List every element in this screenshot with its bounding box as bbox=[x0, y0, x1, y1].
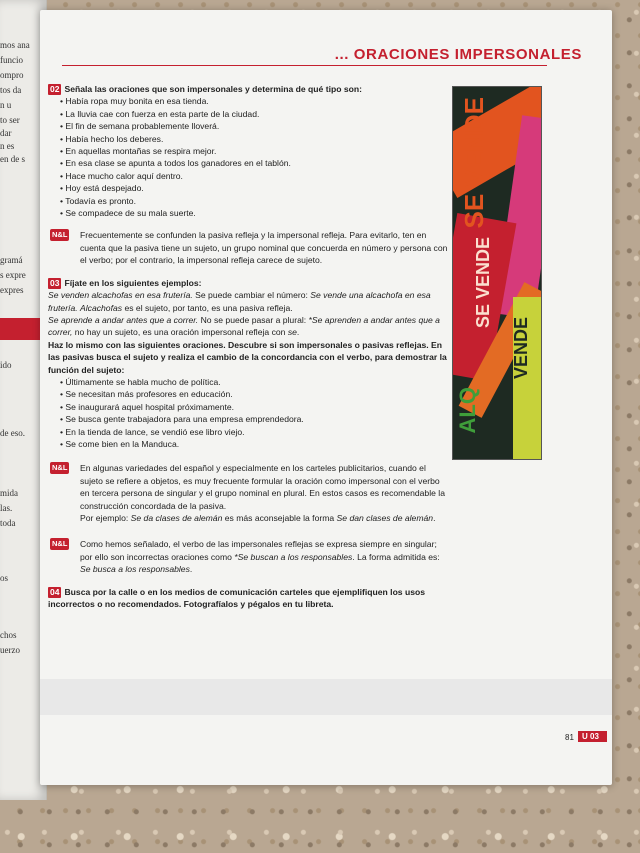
page-header-title: ... ORACIONES IMPERSONALES bbox=[334, 46, 582, 63]
left-fragment: dar bbox=[0, 128, 12, 138]
exercise-02-list bbox=[60, 95, 448, 219]
left-fragment: toda bbox=[0, 518, 16, 528]
example-sentence: Se aprende a andar antes que a correr. bbox=[48, 314, 199, 325]
header-rule bbox=[62, 65, 547, 66]
example-text: Se puede cambiar el número: bbox=[192, 290, 311, 301]
example-1 bbox=[48, 289, 448, 314]
list-item: • La lluvia cae con fuerza en esta parte de la ciudad. bbox=[60, 108, 448, 120]
example-text: . bbox=[296, 327, 300, 338]
note-badge: N&L bbox=[52, 539, 68, 549]
exercise-03 bbox=[48, 277, 448, 451]
show-through-band bbox=[40, 679, 612, 715]
list-item: • Se necesitan más profesores en educación. bbox=[60, 388, 448, 400]
note-example: Se busca a los responsables bbox=[80, 564, 190, 575]
left-fragment: mos ana bbox=[0, 40, 30, 50]
photo-text: ALQ bbox=[455, 387, 480, 434]
photo-text: SE VENDE bbox=[473, 237, 493, 329]
left-fragment: gramá bbox=[0, 255, 23, 265]
note-text: es más aconsejable la forma bbox=[222, 513, 337, 523]
example-word: Alcachofas bbox=[80, 302, 123, 313]
example-sentence: *Se aprenden a andar antes que a correr, bbox=[48, 314, 440, 338]
note-text: En algunas variedades del español y especialmente en los carteles publicitarios, cuando el sujeto se refiere a objetos, es muy frecuente formular la oración como impersonal con el verbo en tercera persona de singular y el grupo nominal en plural. En estos casos es recomendable la construcción concordada de la pasiva. bbox=[80, 463, 445, 511]
exercise-title: Busca por la calle o en los medios de comunicación carteles que ejemplifiquen los usos incorrectos o no recomendados. Fotografíalos y pégalos en tu libreta. bbox=[48, 586, 426, 610]
example-text: No se puede pasar a plural: bbox=[198, 314, 309, 325]
list-item: • Se busca gente trabajadora para una empresa emprendedora. bbox=[60, 413, 448, 425]
list-item: • Había ropa muy bonita en esa tienda. bbox=[60, 95, 448, 107]
note-example: Se da clases de alemán bbox=[130, 513, 223, 523]
note-example: Se dan clases de alemán bbox=[336, 513, 434, 523]
book-page bbox=[40, 10, 612, 785]
left-fragment: mida bbox=[0, 488, 18, 498]
note-example: *Se buscan a los responsables bbox=[234, 551, 353, 562]
list-item: • En esa clase se apunta a todos los ganadores en el tablón. bbox=[60, 157, 448, 169]
list-item: • Hoy está despejado. bbox=[60, 182, 448, 194]
note-badge: N&L bbox=[52, 463, 68, 473]
list-item: • Se inaugurará aquel hospital próximamente. bbox=[60, 401, 448, 413]
example-word: se bbox=[287, 327, 297, 338]
exercise-title: Fíjate en los siguientes ejemplos: bbox=[64, 277, 202, 288]
page-content bbox=[48, 83, 448, 610]
left-fragment: ompro bbox=[0, 70, 24, 80]
list-item: • En aquellas montañas se respira mejor. bbox=[60, 145, 448, 157]
exercise-number: 04 bbox=[50, 586, 60, 597]
left-fragment: en de s bbox=[0, 154, 25, 164]
exercise-03-list bbox=[60, 376, 448, 450]
exercise-02 bbox=[48, 83, 448, 219]
unit-badge: U 03 bbox=[578, 731, 607, 742]
example-2 bbox=[48, 314, 448, 339]
example-sentence: Se venden alcachofas en esa frutería. bbox=[48, 290, 193, 301]
note-text: . bbox=[189, 564, 193, 575]
left-fragment: to ser bbox=[0, 115, 20, 125]
left-fragment: uerzo bbox=[0, 645, 20, 655]
note-text: Como hemos señalado, el verbo de las impersonales reflejas se expresa siempre en singular; por ello son incorrectas oraciones como bbox=[80, 539, 437, 562]
page-number: 81 bbox=[565, 733, 574, 742]
example-sentence: Se vende una alcachofa en esa frutería. bbox=[48, 290, 431, 313]
exercise-number: 02 bbox=[50, 84, 60, 94]
list-item: • Se compadece de su mala suerte. bbox=[60, 207, 448, 219]
left-fragment: ido bbox=[0, 360, 12, 370]
exercise-04 bbox=[48, 586, 448, 611]
list-item: • Hace mucho calor aquí dentro. bbox=[60, 170, 448, 182]
exercise-instructions: Haz lo mismo con las siguientes oraciones. Descubre si son impersonales o pasivas reflejas. En las pasivas busca el sujeto y realiza el cambio de la concordancia con el verbo, para demostrar la función del sujeto: bbox=[48, 339, 447, 375]
example-text: no hay un sujeto, es una oración impersonal refleja con bbox=[72, 327, 288, 338]
list-item: • Últimamente se habla mucho de política. bbox=[60, 376, 448, 388]
note-text: Por ejemplo: bbox=[80, 513, 131, 523]
photo-text: SE VENDE bbox=[459, 97, 489, 229]
list-item: • El fin de semana probablemente lloverá. bbox=[60, 120, 448, 132]
note-text: . La forma admitida es: bbox=[352, 551, 440, 562]
left-fragment: n es bbox=[0, 141, 15, 151]
photo-text: VENDE bbox=[511, 317, 531, 380]
note-carteles bbox=[48, 462, 448, 524]
left-fragment: s expre bbox=[0, 270, 26, 280]
note-text: Frecuentemente se confunden la pasiva refleja y la impersonal refleja. Para evitarlo, ten en cuenta que la pasiva tiene un sujeto, un grupo nominal que concuerda en número y persona con el verbo; por el contrario, la impersonal refleja carece de sujeto. bbox=[80, 230, 448, 266]
left-fragment: tos da bbox=[0, 85, 22, 95]
sign-photo bbox=[452, 86, 542, 460]
left-fragment: de eso. bbox=[0, 428, 25, 438]
exercise-title: Señala las oraciones que son impersonales y determina de qué tipo son: bbox=[64, 84, 362, 94]
example-text: es el sujeto, por tanto, es una pasiva refleja. bbox=[122, 302, 293, 313]
note-text: . bbox=[433, 513, 436, 523]
left-fragment: chos bbox=[0, 630, 17, 640]
note-singular bbox=[48, 538, 448, 575]
list-item: • En la tienda de lance, se vendió ese libro viejo. bbox=[60, 426, 448, 438]
left-fragment: expres bbox=[0, 285, 24, 295]
list-item: • Se come bien en la Manduca. bbox=[60, 438, 448, 450]
note-badge: N&L bbox=[52, 230, 68, 240]
left-fragment: funcio bbox=[0, 55, 23, 65]
left-fragment: n u bbox=[0, 100, 12, 110]
note-pasiva-refleja bbox=[48, 229, 448, 266]
left-fragment: las. bbox=[0, 503, 13, 513]
list-item: • Todavía es pronto. bbox=[60, 195, 448, 207]
exercise-number: 03 bbox=[50, 277, 60, 288]
left-fragment: os bbox=[0, 573, 9, 583]
list-item: • Había hecho los deberes. bbox=[60, 133, 448, 145]
